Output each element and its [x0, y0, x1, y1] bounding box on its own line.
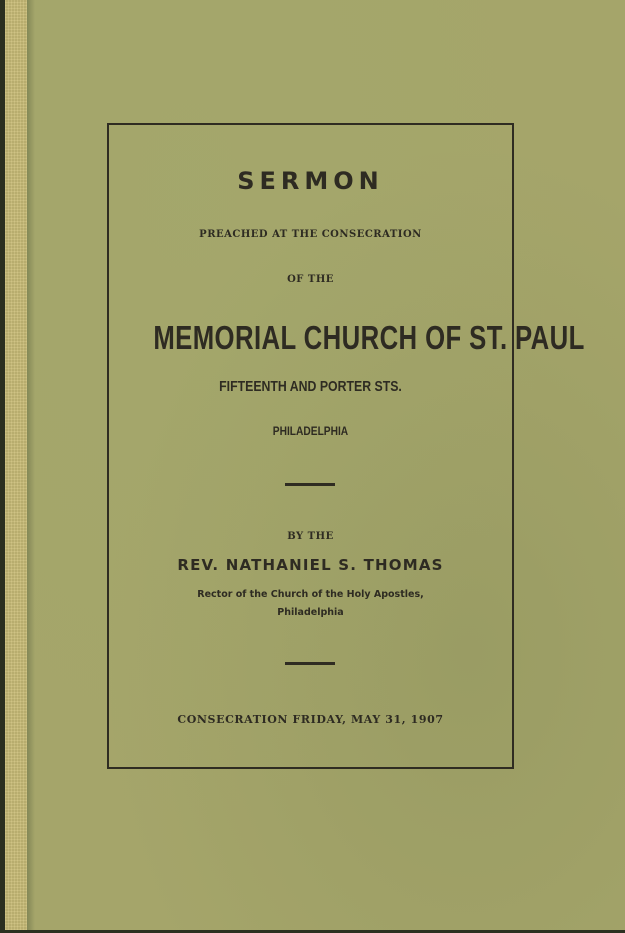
author-city: Philadelphia [277, 607, 344, 618]
spine-shadow [27, 0, 35, 933]
consecration-date: CONSECRATION FRIDAY, MAY 31, 1907 [177, 713, 444, 726]
church-city: PHILADELPHIA [272, 424, 349, 438]
church-name: MEMORIAL CHURCH OF ST. PAUL [153, 319, 585, 356]
divider-rule [285, 662, 335, 665]
divider-rule [285, 483, 335, 486]
author-title: Rector of the Church of the Holy Apostles, [197, 589, 424, 600]
by-the-line: BY THE [287, 531, 334, 542]
of-the-line: OF THE [287, 274, 334, 285]
title-frame [107, 123, 585, 769]
cover-title: SERMON [237, 167, 384, 195]
preached-line: PREACHED AT THE CONSECRATION [199, 229, 422, 240]
church-address: FIFTEENTH AND PORTER STS. [219, 378, 402, 395]
author-name: REV. NATHANIEL S. THOMAS [177, 556, 444, 574]
spine-cloth-binding [5, 0, 27, 933]
